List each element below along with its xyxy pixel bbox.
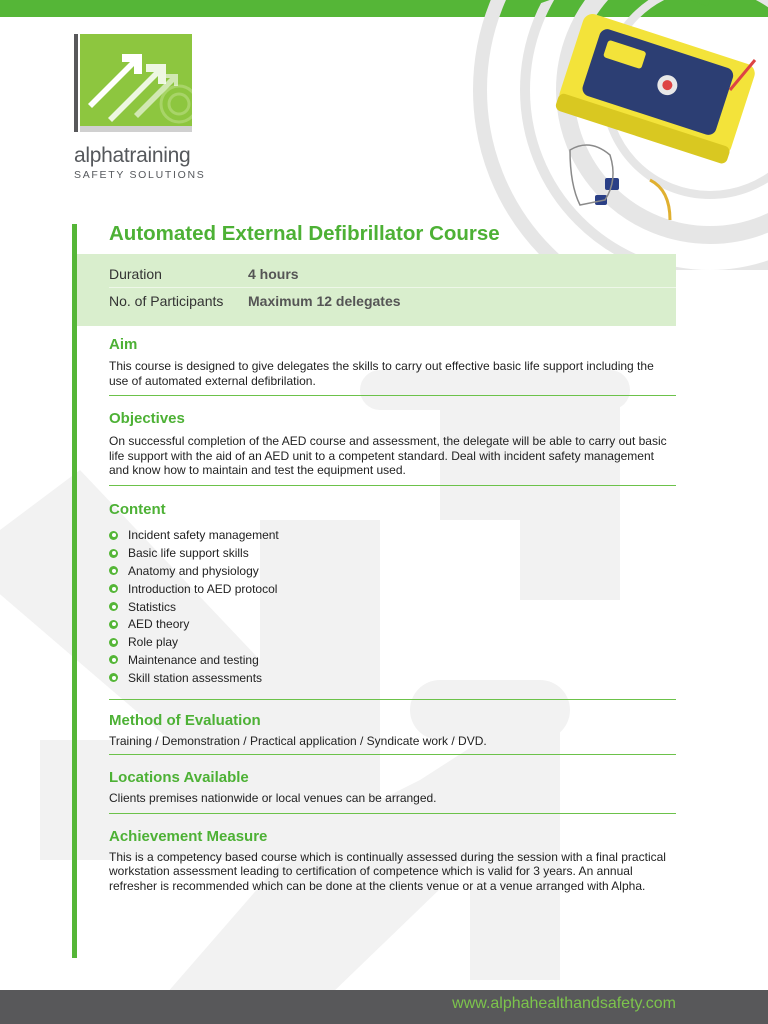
course-title: Automated External Defibrillator Course	[109, 222, 500, 245]
list-item	[109, 633, 676, 651]
section-text: This course is designed to give delegates the skills to carry out effective basic life support including the use of automated external defibrilation.	[109, 359, 654, 388]
logo-word-alpha: alpha	[74, 144, 124, 167]
section-heading: Achievement Measure	[109, 827, 268, 845]
bullet-icon	[109, 673, 118, 682]
course-content	[109, 222, 676, 893]
detail-value: 4 hours	[248, 266, 299, 282]
list-item-text: Skill station assessments	[128, 670, 263, 685]
section-heading: Locations Available	[109, 769, 249, 787]
detail-label: No. of Participants	[109, 292, 224, 309]
list-item	[109, 615, 676, 633]
list-item-text: Maintenance and testing	[128, 652, 259, 667]
logo-wordmark	[74, 144, 214, 168]
list-item	[109, 527, 676, 545]
bullet-icon	[109, 531, 118, 540]
logo-tagline: SAFETY SOLUTIONS	[74, 169, 206, 181]
list-item-text: Anatomy and physiology	[128, 563, 259, 578]
website-link[interactable]: www.alphahealthandsafety.com	[452, 995, 676, 1012]
list-item-text: Incident safety management	[128, 528, 279, 543]
bullet-icon	[109, 566, 118, 575]
course-details-box	[77, 254, 676, 326]
section-locations	[109, 755, 676, 814]
list-item	[109, 562, 676, 580]
footer-bar	[0, 990, 768, 1024]
content-list	[109, 527, 676, 687]
detail-value: Maximum 12 delegates	[248, 292, 401, 309]
bullet-icon	[109, 620, 118, 629]
section-evaluation	[109, 700, 676, 756]
section-heading: Content	[109, 500, 166, 518]
list-item	[109, 580, 676, 598]
section-objectives	[109, 396, 676, 486]
list-item	[109, 598, 676, 616]
logo-arrows-icon	[74, 34, 192, 132]
section-text: This is a competency based course which is continually assessed during the session with a final practical workstation assessment leading to certification of competence which is valid for 3 years. An annual refresher is recommended which can be done at the clients venue or at a venue arranged with Alpha.	[109, 849, 666, 893]
bullet-icon	[109, 549, 118, 558]
list-item-text: Role play	[128, 635, 179, 650]
bullet-icon	[109, 638, 118, 647]
bullet-icon	[109, 584, 118, 593]
section-heading: Aim	[109, 336, 138, 353]
list-item-text: Introduction to AED protocol	[128, 581, 278, 596]
detail-row-duration	[109, 261, 676, 287]
detail-label: Duration	[109, 266, 162, 282]
section-text: Clients premises nationwide or local venues can be arranged.	[109, 791, 437, 806]
list-item	[109, 651, 676, 669]
section-heading: Objectives	[109, 410, 185, 427]
list-item-text: Basic life support skills	[128, 546, 249, 561]
list-item	[109, 544, 676, 562]
section-text: Training / Demonstration / Practical application / Syndicate work / DVD.	[109, 733, 487, 748]
logo-word-training: training	[123, 144, 191, 167]
section-text: On successful completion of the AED course and assessment, the delegate will be able to carry out basic life support with the aid of an AED unit to a competent standard. Deal with incident safety management and know how to maintain and test the equipment used.	[109, 434, 667, 477]
section-achievement	[109, 814, 676, 894]
list-item	[109, 669, 676, 687]
bullet-icon	[109, 655, 118, 664]
section-aim	[109, 326, 676, 396]
section-heading: Method of Evaluation	[109, 711, 261, 729]
left-accent-rule	[72, 224, 77, 958]
bullet-icon	[109, 602, 118, 611]
list-item-text: Statistics	[128, 599, 177, 614]
section-content	[109, 486, 676, 700]
brand-logo	[74, 34, 214, 181]
list-item-text: AED theory	[128, 617, 190, 632]
detail-row-participants	[109, 287, 676, 313]
